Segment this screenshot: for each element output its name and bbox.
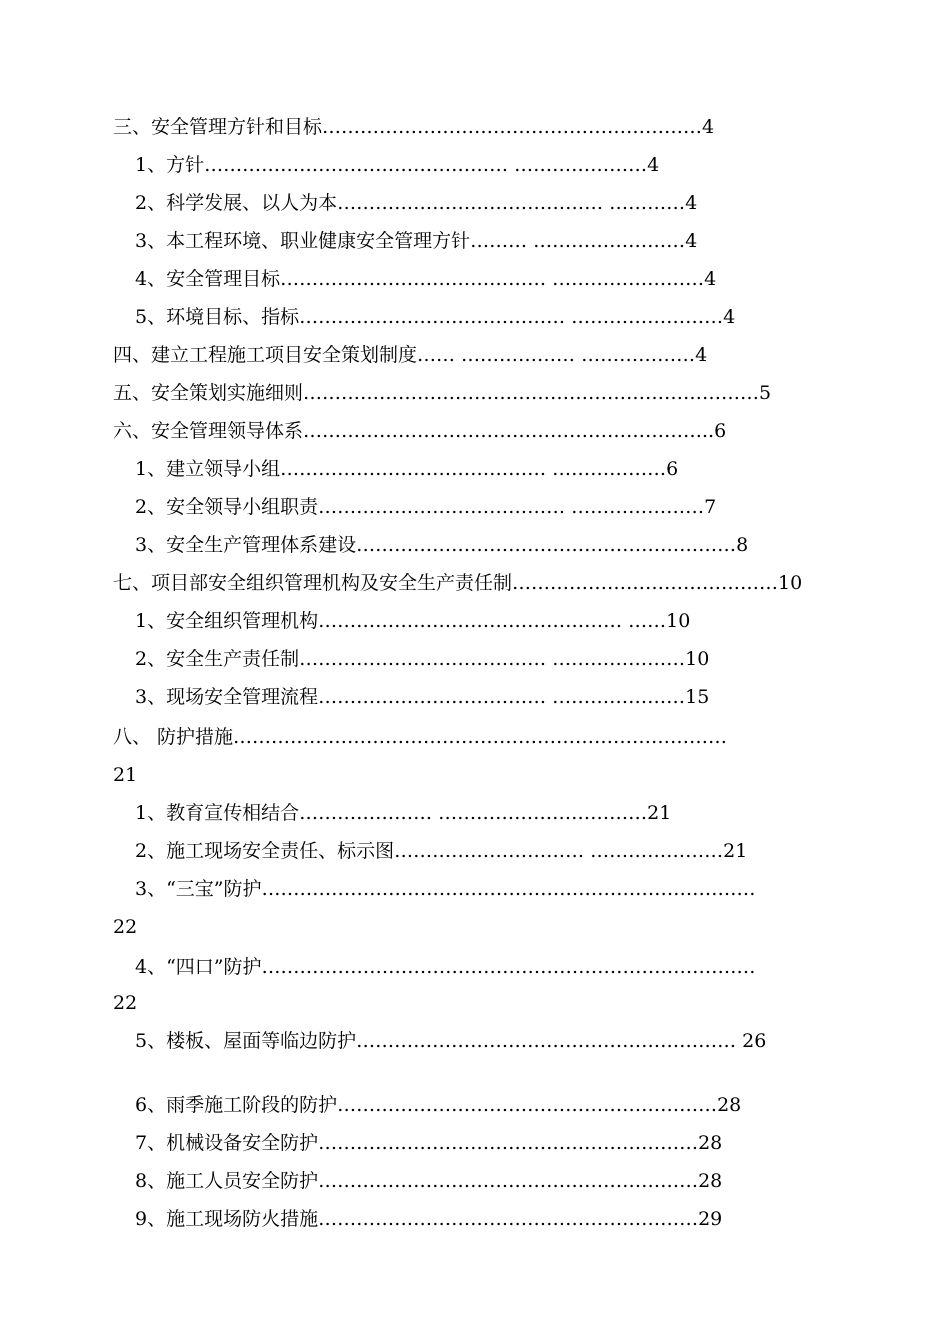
toc-page-number-text: 21 xyxy=(113,764,138,786)
toc-entry-text: 4、“四口”防护…………………………………………………………………… xyxy=(135,956,756,978)
toc-entry[interactable] xyxy=(0,798,950,828)
toc-entry[interactable] xyxy=(0,1204,950,1234)
toc-entry-text: 9、施工现场防火措施……………………………………………………29 xyxy=(135,1208,723,1230)
toc-entry-text: 1、安全组织管理机构………………………………………… ……10 xyxy=(135,610,691,632)
toc-entry-text: 1、建立领导小组…………………………………… ………………6 xyxy=(135,458,679,480)
toc-entry-text: 3、“三宝”防护…………………………………………………………………… xyxy=(135,878,756,900)
toc-entry-text: 五、安全策划实施细则………………………………………………………………5 xyxy=(113,382,772,404)
toc-entry[interactable] xyxy=(0,682,950,712)
toc-entry[interactable] xyxy=(0,454,950,484)
toc-entry-text: 3、本工程环境、职业健康安全管理方针……… ……………………4 xyxy=(135,230,698,252)
toc-entry[interactable] xyxy=(0,302,950,332)
toc-entry[interactable] xyxy=(0,226,950,256)
toc-entry[interactable] xyxy=(0,1026,950,1056)
toc-entry[interactable] xyxy=(0,874,950,904)
toc-entry-text: 2、安全领导小组职责………………………………… …………………7 xyxy=(135,496,717,518)
toc-entry-text: 1、教育宣传相结合………………… ……………………………21 xyxy=(135,802,672,824)
toc-page-number xyxy=(0,988,950,1018)
toc-entry[interactable] xyxy=(0,836,950,866)
toc-entry-text: 3、安全生产管理体系建设……………………………………………………8 xyxy=(135,534,749,556)
toc-entry[interactable] xyxy=(0,416,950,446)
toc-entry-text: 1、方针………………………………………… …………………4 xyxy=(135,154,660,176)
toc-entry[interactable] xyxy=(0,952,950,982)
toc-entry[interactable] xyxy=(0,1128,950,1158)
toc-page-number xyxy=(0,912,950,942)
toc-entry[interactable] xyxy=(0,568,950,598)
toc-entry-text: 4、安全管理目标…………………………………… ……………………4 xyxy=(135,268,717,290)
toc-entry-text: 七、项目部安全组织管理机构及安全生产责任制……………………………………10 xyxy=(113,572,803,594)
toc-entry[interactable] xyxy=(0,722,950,752)
toc-entry-text: 3、现场安全管理流程……………………………… …………………15 xyxy=(135,686,710,708)
toc-entry-text: 八、 防护措施…………………………………………………………………… xyxy=(113,726,728,748)
toc-entry-text: 5、楼板、屋面等临边防护…………………………………………………… 26 xyxy=(135,1030,767,1052)
toc-entry-text: 2、科学发展、以人为本…………………………………… …………4 xyxy=(135,192,698,214)
toc-entry[interactable] xyxy=(0,112,950,142)
toc-entry[interactable] xyxy=(0,1090,950,1120)
toc-entry-text: 三、安全管理方针和目标……………………………………………………4 xyxy=(113,116,715,138)
toc-page-number-text: 22 xyxy=(113,992,138,1014)
toc-entry[interactable] xyxy=(0,150,950,180)
toc-entry[interactable] xyxy=(0,340,950,370)
toc-entry[interactable] xyxy=(0,492,950,522)
toc-page-number xyxy=(0,760,950,790)
toc-entry-text: 四、建立工程施工项目安全策划制度…… ……………… ………………4 xyxy=(113,344,708,366)
toc-entry[interactable] xyxy=(0,264,950,294)
toc-entry-text: 六、安全管理领导体系………………………………………………………..6 xyxy=(113,420,727,442)
toc-entry[interactable] xyxy=(0,530,950,560)
toc-entry-text: 6、雨季施工阶段的防护……………………………………………………28 xyxy=(135,1094,742,1116)
toc-entry[interactable] xyxy=(0,378,950,408)
toc-entry[interactable] xyxy=(0,606,950,636)
toc-entry-text: 7、机械设备安全防护……………………………………………………28 xyxy=(135,1132,723,1154)
toc-entry-text: 8、施工人员安全防护……………………………………………………28 xyxy=(135,1170,723,1192)
toc-entry-text: 2、施工现场安全责任、标示图………………………… …………………21 xyxy=(135,840,748,862)
toc-page-number-text: 22 xyxy=(113,916,138,938)
toc-entry-text: 2、安全生产责任制………………………………… …………………10 xyxy=(135,648,710,670)
toc-entry[interactable] xyxy=(0,644,950,674)
toc-entry[interactable] xyxy=(0,1166,950,1196)
toc-entry-text: 5、环境目标、指标…………………………………… ……………………4 xyxy=(135,306,736,328)
toc-entry[interactable] xyxy=(0,188,950,218)
